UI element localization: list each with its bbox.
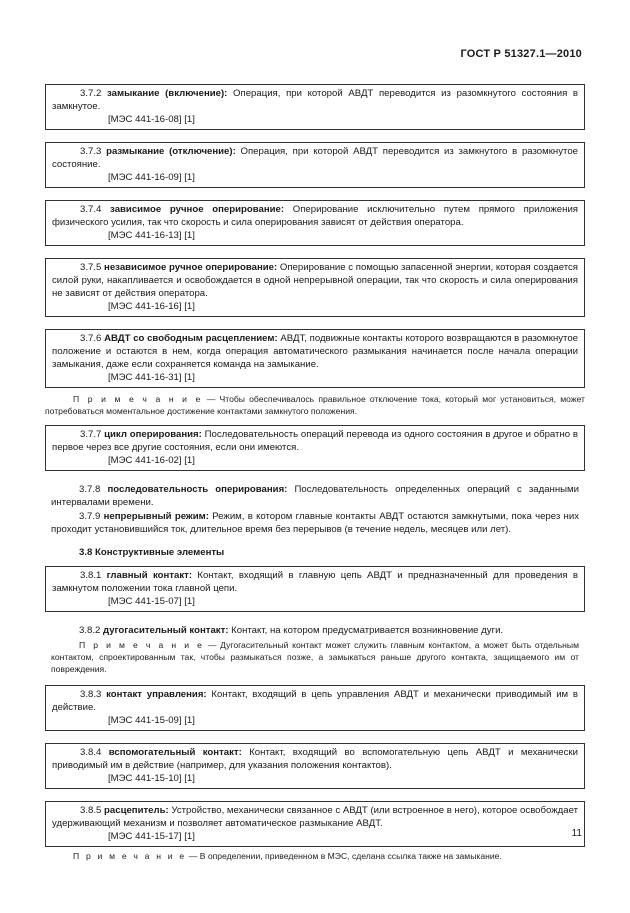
definition-box-3-7-2	[45, 84, 585, 130]
note-3-8-5: П р и м е ч а н и е — В определении, приведенном в МЭС, сделана ссылка также на замыкание.	[73, 851, 502, 861]
definition-term: главный контакт:	[106, 570, 193, 581]
page-number: 11	[571, 828, 582, 839]
plain-definitions-3-7-8-9	[45, 483, 585, 536]
definition-reference: [МЭС 441-15-09] [1]	[108, 715, 195, 726]
definition-term: последовательность оперирования:	[107, 484, 288, 495]
definition-term: размыкание (отключение):	[106, 146, 236, 157]
definition-term: АВДТ со свободным расцеплением:	[104, 333, 278, 344]
definition-term: независимое ручное оперирование:	[104, 262, 278, 273]
definition-box-3-7-3	[45, 142, 585, 188]
definition-reference: [МЭС 441-16-09] [1]	[108, 172, 195, 183]
definition-3-7-9: 3.7.9 непрерывный режим: Режим, в котором главные контакты АВДТ остаются замкнутыми, пока через них проходит установившийся ток, длительное время без перерывов (в течение недель, месяцев или лет).	[51, 511, 579, 535]
note-3-7-6: П р и м е ч а н и е — Чтобы обеспечивалось правильное отключение тока, который мог установиться, может потребоваться моментальное достижение контактами замкнутого положения.	[45, 394, 585, 416]
definition-text: 3.7.3 размыкание (отключение): Операция, при которой АВДТ переводится из замкнутого в разомкнутое состояние.	[52, 146, 578, 170]
definition-box-3-7-5	[45, 258, 585, 317]
definition-box-3-7-6	[45, 329, 585, 388]
definition-text: 3.8.5 расцепитель: Устройство, механически связанное с АВДТ (или встроенное в него), которое освобождает удерживающий механизм и позволяет автоматическое размыкание АВДТ.	[52, 805, 578, 829]
definition-box-3-7-7	[45, 425, 585, 471]
definition-reference: [МЭС 441-15-17] [1]	[108, 831, 195, 842]
definition-3-7-8: 3.7.8 последовательность оперирования: Последовательность определенных операций с заданными интервалами времени.	[51, 484, 579, 508]
definition-reference: [МЭС 441-16-31] [1]	[108, 372, 195, 383]
definition-reference: [МЭС 441-15-10] [1]	[108, 773, 195, 784]
definition-box-3-8-5	[45, 801, 585, 847]
definition-reference: [МЭС 441-16-08] [1]	[108, 114, 195, 125]
note-3-8-2: П р и м е ч а н и е — Дугогасительный контакт может служить главным контактом, а может быть отдельным контактом, спроектированным так, чтобы размыкаться позже, а замыкаться раньше другого контакта, защищаемого им от повреждения.	[51, 640, 580, 674]
definition-box-3-8-1	[45, 566, 585, 612]
page-content	[45, 84, 585, 870]
definition-reference: [МЭС 441-16-13] [1]	[108, 230, 195, 241]
section-heading-3-8: 3.8 Конструктивные элементы	[79, 547, 225, 558]
plain-definition-3-8-2	[45, 624, 585, 637]
definition-text: 3.8.2 дугогасительный контакт: Контакт, на котором предусматривается возникновение дуги.	[79, 625, 504, 636]
definition-term: вспомогательный контакт:	[108, 747, 242, 758]
definition-text: 3.7.6 АВДТ со свободным расцеплением: АВДТ, подвижные контакты которого возвращаются в разомкнутое положение и остаются в нем, когда операция автоматического размыкания начинается после начала операции замыкания, даже если сохраняется команда на замыкание.	[52, 333, 578, 370]
definition-reference: [МЭС 441-15-07] [1]	[108, 596, 195, 607]
definition-text: 3.7.4 зависимое ручное оперирование: Оперирование исключительно путем прямого приложения физического усилия, так что скорость и сила оперирования зависят от действия оператора.	[52, 204, 578, 228]
definition-text: 3.7.5 независимое ручное оперирование: Оперирование с помощью запасенной энергии, которая создается силой руки, накапливается и освобождается в одной непрерывной операции, так что скорость и сила оперирования не зависят от действия оператора.	[52, 262, 578, 299]
definition-text: 3.8.4 вспомогательный контакт: Контакт, входящий во вспомогательную цепь АВДТ и механически приводимый им в действие (например, для указания положения контактов).	[52, 747, 578, 771]
definition-term: замыкание (включение):	[107, 88, 228, 99]
definition-text: 3.8.3 контакт управления: Контакт, входящий в цепь управления АВДТ и механически приводимый им в действие.	[52, 689, 579, 713]
definition-box-3-8-3	[45, 685, 585, 731]
definition-text: 3.8.1 главный контакт: Контакт, входящий в главную цепь АВДТ и предназначенный для проведения в замкнутом положении тока главной цепи.	[52, 570, 578, 594]
definition-term: непрерывный режим:	[103, 511, 209, 522]
definition-text: 3.7.7 цикл оперирования: Последовательность операций перевода из одного состояния в другое и обратно в первое через все другие состояния, если они имеются.	[52, 429, 578, 453]
definition-term: дугогасительный контакт:	[103, 625, 229, 636]
document-header: ГОСТ Р 51327.1—2010	[460, 48, 582, 60]
definition-term: зависимое ручное оперирование:	[110, 204, 285, 215]
definition-term: расцепитель:	[104, 805, 169, 816]
definition-term: цикл оперирования:	[104, 429, 202, 440]
definition-box-3-8-4	[45, 743, 585, 789]
definition-box-3-7-4	[45, 200, 585, 246]
definition-reference: [МЭС 441-16-02] [1]	[108, 455, 195, 466]
definition-term: контакт управления:	[106, 689, 207, 700]
definition-reference: [МЭС 441-16-16] [1]	[108, 301, 195, 312]
definition-text: 3.7.2 замыкание (включение): Операция, при которой АВДТ переводится из разомкнутого состояния в замкнутое.	[52, 88, 579, 112]
